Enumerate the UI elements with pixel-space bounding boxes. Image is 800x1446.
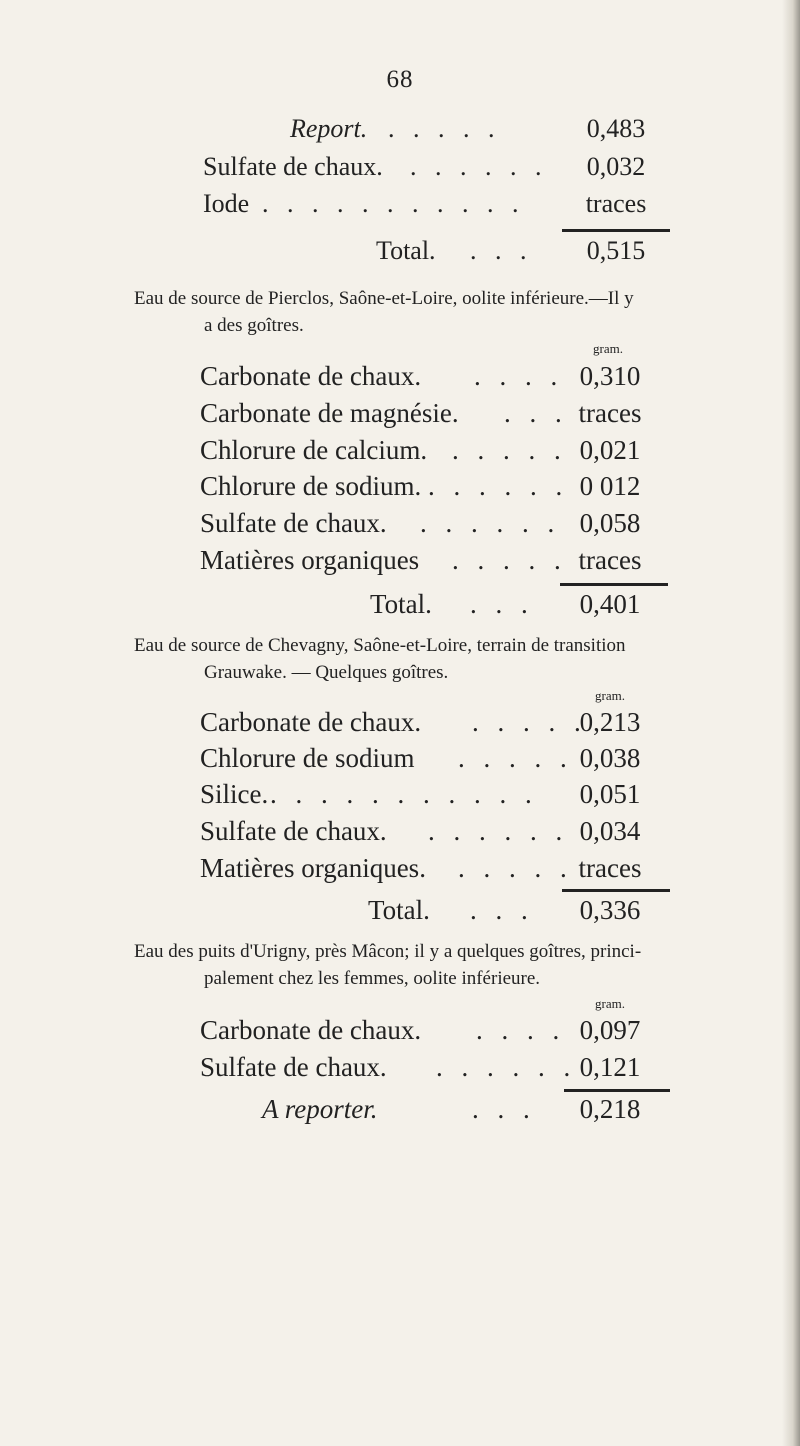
row-value: 0,483 — [586, 114, 646, 143]
row-value: traces — [578, 398, 642, 428]
total-label: Total. — [370, 589, 432, 619]
row-label: Iode — [203, 189, 250, 218]
leader-dots: . . . — [470, 589, 534, 619]
row-label: Matières organiques — [200, 545, 420, 575]
row-label: Carbonate de chaux. — [200, 361, 422, 391]
total-label: Total. — [376, 236, 436, 265]
row-value: 0 012 — [579, 471, 641, 501]
leader-dots: . . . . . — [458, 743, 573, 773]
description-line: Eau de source de Pierclos, Saône-et-Loire, oolite inférieure.—Il y — [134, 288, 634, 309]
row-value: traces — [578, 545, 642, 575]
description-line: palement chez les femmes, oolite inférieure. — [204, 968, 541, 989]
leader-dots: . . . . . . . . . . . — [270, 779, 538, 809]
leader-dots: . . . . . . — [428, 471, 569, 501]
row-value: traces — [578, 853, 642, 883]
total-value: 0,515 — [586, 236, 646, 265]
leader-dots: . . . — [470, 895, 534, 925]
row-label: Carbonate de chaux. — [200, 707, 422, 737]
total-label: Total. — [368, 895, 430, 925]
row-value: 0,121 — [579, 1052, 641, 1082]
total-rule — [562, 229, 670, 232]
row-label: Chlorure de sodium — [200, 743, 415, 773]
row-label: Carbonate de magnésie. — [200, 398, 459, 428]
description-line: Eau des puits d'Urigny, près Mâcon; il y a quelques goîtres, princi- — [134, 941, 642, 962]
row-value: 0,310 — [579, 361, 641, 391]
row-label: Sulfate de chaux. — [203, 152, 383, 181]
unit-label: gram. — [595, 996, 625, 1011]
row-value: traces — [585, 189, 647, 218]
section-description — [134, 938, 641, 992]
leader-dots: . . . . . . — [428, 816, 569, 846]
total-rule — [560, 583, 668, 586]
row-value: 0,034 — [579, 816, 641, 846]
section-description — [134, 632, 626, 686]
description-line: Grauwake. — Quelques goîtres. — [204, 662, 449, 683]
row-value: 0,032 — [586, 152, 646, 181]
row-label: Carbonate de chaux. — [200, 1015, 422, 1045]
description-line: Eau de source de Chevagny, Saône-et-Loire, terrain de transition — [134, 635, 626, 656]
unit-label: gram. — [593, 341, 623, 356]
row-value: 0,058 — [579, 508, 641, 538]
leader-dots: . . . . . — [458, 853, 573, 883]
leader-dots: . . . . . . — [410, 152, 548, 181]
total-value: 0,218 — [579, 1094, 641, 1124]
total-label: A reporter. — [262, 1094, 378, 1124]
leader-dots: . . . — [470, 236, 533, 265]
leader-dots: . . . — [504, 398, 568, 428]
page-number: 68 — [386, 66, 414, 93]
total-rule — [562, 889, 670, 892]
row-value: 0,021 — [579, 435, 641, 465]
unit-label: gram. — [595, 688, 625, 703]
row-label: Sulfate de chaux. — [200, 816, 387, 846]
row-label: Silice. — [200, 779, 269, 809]
total-value: 0,336 — [579, 895, 641, 925]
page-edge-shadow — [782, 0, 800, 1446]
row-label: Sulfate de chaux. — [200, 1052, 387, 1082]
leader-dots: . . . . . . — [420, 508, 561, 538]
description-line: a des goîtres. — [204, 315, 304, 336]
row-label: Matières organiques. — [200, 853, 426, 883]
leader-dots: . . . . . — [452, 545, 567, 575]
row-label: Chlorure de sodium. — [200, 471, 422, 501]
row-label: Sulfate de chaux. — [200, 508, 387, 538]
row-value: 0,213 — [579, 707, 641, 737]
total-value: 0,401 — [579, 589, 641, 619]
leader-dots: . . . — [472, 1094, 536, 1124]
row-label: Report. — [290, 114, 368, 143]
leader-dots: . . . . . — [452, 435, 567, 465]
row-label: Chlorure de calcium. — [200, 435, 428, 465]
row-value: 0,097 — [579, 1015, 641, 1045]
leader-dots: . . . . . . — [436, 1052, 577, 1082]
section-description — [134, 285, 634, 339]
leader-dots: . . . . . . . . . . . — [262, 189, 525, 218]
row-value: 0,051 — [579, 779, 641, 809]
leader-dots: . . . . — [474, 361, 564, 391]
leader-dots: . . . . — [476, 1015, 566, 1045]
row-value: 0,038 — [579, 743, 641, 773]
leader-dots: . . . . . — [388, 114, 501, 143]
leader-dots: . . . . . — [472, 707, 587, 737]
